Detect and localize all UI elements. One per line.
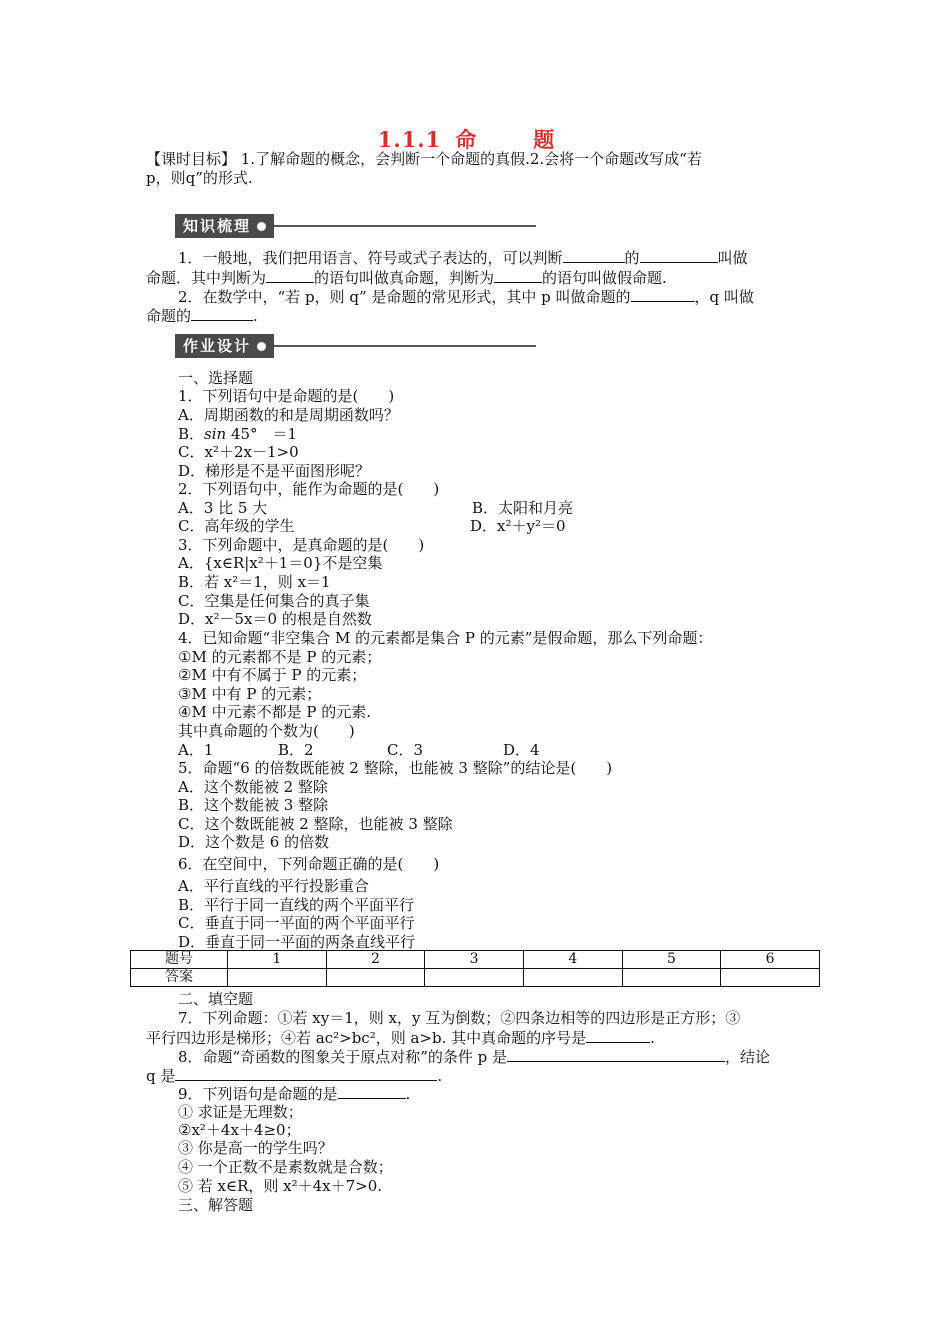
- option: C．垂直于同一平面的两个平面平行: [178, 914, 415, 932]
- blank[interactable]: [563, 248, 625, 263]
- blank[interactable]: [266, 268, 314, 283]
- answer-table: [130, 950, 820, 987]
- option: A．3 比 5 大: [178, 499, 268, 517]
- question-9: 9．下列语句是命题的是 .: [178, 1085, 411, 1103]
- blank[interactable]: [191, 306, 253, 321]
- question-8-line1: 8．命题“奇函数的图象关于原点对称”的条件 p 是 ，结论: [178, 1048, 771, 1066]
- statement: ④ 一个正数不是素数就是合数；: [178, 1158, 393, 1176]
- option: A．这个数能被 2 整除: [178, 778, 328, 796]
- option: D．4: [503, 741, 540, 759]
- question-4: 4．已知命题“非空集合 M 的元素都是集合 P 的元素”是假命题，那么下列命题：: [178, 629, 713, 647]
- question-6: 6．在空间中，下列命题正确的是( ): [178, 855, 440, 873]
- bullet-icon: [257, 342, 266, 351]
- option: C．空集是任何集合的真子集: [178, 592, 370, 610]
- option: B．若 x²＝1，则 x＝1: [178, 573, 331, 591]
- statement: ③ 你是高一的学生吗？: [178, 1139, 333, 1157]
- statement: ③M 中有 P 的元素；: [178, 685, 322, 703]
- option: B．2: [278, 741, 314, 759]
- option: B．平行于同一直线的两个平面平行: [178, 896, 415, 914]
- option: D．梯形是不是平面图形呢？: [178, 462, 371, 480]
- option: D．x²＋y²＝0: [470, 517, 566, 535]
- table-row: [131, 951, 820, 969]
- knowledge-p1-line2: 命题．其中判断为 的语句叫做真命题，判断为 的语句叫做假命题.: [146, 269, 667, 287]
- option: A．周期函数的和是周期函数吗？: [178, 406, 399, 424]
- table-cell: 2: [326, 951, 425, 969]
- blank[interactable]: [586, 1028, 650, 1043]
- table-cell: 4: [523, 951, 622, 969]
- answer-cell[interactable]: [326, 969, 425, 987]
- question-2: 2．下列语句中，能作为命题的是( ): [178, 480, 440, 498]
- table-cell: 5: [622, 951, 721, 969]
- option: C．高年级的学生: [178, 517, 295, 535]
- lesson-number: 1.1.1: [377, 127, 442, 152]
- table-cell: 3: [425, 951, 524, 969]
- option: A．1: [178, 741, 214, 759]
- answer-cell[interactable]: [622, 969, 721, 987]
- statement: ②x²＋4x＋4≥0；: [178, 1121, 301, 1139]
- question-4-ask: 其中真命题的个数为( ): [178, 722, 355, 740]
- option: C．3: [387, 741, 424, 759]
- blank[interactable]: [631, 287, 695, 302]
- option: A．平行直线的平行投影重合: [178, 877, 369, 895]
- knowledge-p2-line1: 2．在数学中，“若 p，则 q” 是命题的常见形式，其中 p 叫做命题的 ，q 叫做: [178, 288, 754, 306]
- section-banner-homework: [175, 334, 536, 358]
- option: B．太阳和月亮: [472, 499, 574, 517]
- section-rule: [274, 345, 536, 347]
- question-3: 3．下列命题中，是真命题的是( ): [178, 536, 425, 554]
- knowledge-p2-line2: 命题的 .: [146, 307, 258, 325]
- table-cell: 6: [721, 951, 820, 969]
- option: D．这个数是 6 的倍数: [178, 833, 330, 851]
- blank[interactable]: [338, 1084, 406, 1099]
- question-8-line2: q 是 .: [146, 1067, 443, 1085]
- table-header-cell: 题号: [131, 951, 228, 969]
- table-row: [131, 969, 820, 987]
- option: B．sin 45° ＝1: [178, 425, 298, 443]
- section-heading-fill: 二、填空题: [178, 990, 254, 1008]
- statement: ①M 的元素都不是 P 的元素；: [178, 648, 382, 666]
- answer-cell[interactable]: [523, 969, 622, 987]
- section-banner-knowledge: [175, 214, 536, 238]
- statement: ④M 中元素不都是 P 的元素.: [178, 703, 371, 721]
- option: B．这个数能被 3 整除: [178, 796, 329, 814]
- option: C．x²＋2x－1>0: [178, 443, 299, 461]
- question-7-line2: 平行四边形是梯形；④若 ac²>bc²，则 a>b. 其中真命题的序号是 .: [146, 1029, 655, 1047]
- section-rule: [274, 225, 536, 227]
- blank[interactable]: [640, 248, 718, 263]
- blank[interactable]: [507, 1047, 725, 1062]
- question-7-line1: 7．下列命题：①若 xy＝1，则 x，y 互为倒数；②四条边相等的四边形是正方形；③: [178, 1009, 741, 1027]
- section-heading-choice: 一、选择题: [178, 369, 254, 387]
- statement: ②M 中有不属于 P 的元素；: [178, 666, 367, 684]
- option: D．x²－5x＝0 的根是自然数: [178, 610, 372, 628]
- section-label: 作业设计: [175, 334, 274, 358]
- objective-line-1: 【课时目标】 1.了解命题的概念，会判断一个命题的真假.2.会将一个命题改写成“若: [146, 150, 702, 168]
- question-5: 5．命题“6 的倍数既能被 2 整除，也能被 3 整除”的结论是( ): [178, 759, 613, 777]
- statement: ⑤ 若 x∈R，则 x²＋4x＋7>0.: [178, 1177, 383, 1195]
- answer-cell[interactable]: [721, 969, 820, 987]
- bullet-icon: [257, 222, 266, 231]
- table-header-cell: 答案: [131, 969, 228, 987]
- option: C．这个数既能被 2 整除，也能被 3 整除: [178, 815, 453, 833]
- statement: ① 求证是无理数；: [178, 1103, 303, 1121]
- section-label: 知识梳理: [175, 214, 274, 238]
- table-cell: 1: [228, 951, 327, 969]
- answer-cell[interactable]: [425, 969, 524, 987]
- option: A．{x∈R|x²＋1＝0}不是空集: [178, 554, 383, 572]
- option: D．垂直于同一平面的两条直线平行: [178, 933, 416, 951]
- lesson-name: 命 题: [455, 127, 573, 152]
- answer-cell[interactable]: [228, 969, 327, 987]
- knowledge-p1-line1: 1．一般地，我们把用语言、符号或式子表达的，可以判断 的 叫做: [178, 249, 748, 267]
- objective-line-2: p，则q”的形式.: [146, 169, 253, 187]
- question-1: 1．下列语句中是命题的是( ): [178, 387, 395, 405]
- section-heading-solve: 三、解答题: [178, 1196, 254, 1214]
- blank[interactable]: [175, 1066, 437, 1081]
- blank[interactable]: [494, 268, 542, 283]
